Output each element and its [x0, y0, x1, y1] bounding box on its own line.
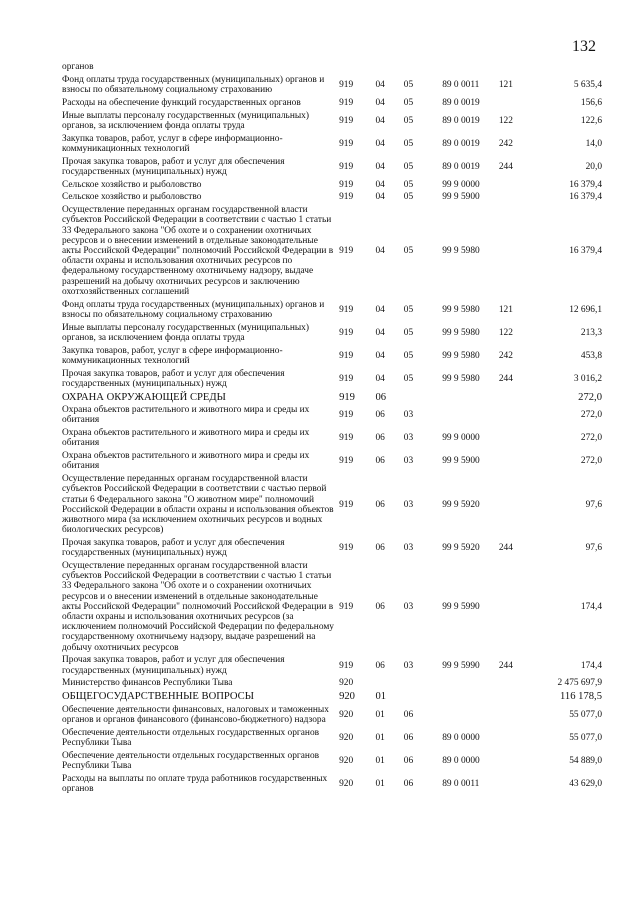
row-admin-code: 919 [339, 327, 354, 338]
table-row [62, 538, 602, 561]
row-section-code: 04 [375, 350, 385, 361]
row-admin-code: 920 [339, 755, 354, 766]
row-amount: 272,0 [580, 433, 602, 444]
row-section-code: 01 [375, 778, 385, 789]
row-target-code [442, 405, 499, 428]
row-subsection-code: 05 [403, 327, 414, 338]
table-row [62, 474, 602, 538]
row-expense-type-code [499, 728, 533, 751]
row-subsection-code: 06 [403, 732, 414, 743]
row-amount: 12 696,1 [569, 304, 602, 315]
row-expense-type-code: 242 [498, 350, 513, 361]
row-amount: 14,0 [585, 138, 602, 149]
row-section-code: 04 [375, 304, 385, 315]
row-subsection-code: 05 [403, 97, 414, 108]
row-admin-code: 919 [339, 161, 354, 172]
row-target-code: 89 0 0000 [442, 732, 480, 743]
row-name: Сельское хозяйство и рыболовство [62, 192, 202, 203]
row-name: Иные выплаты персоналу государственных (муниципальных) органов, за исключением фонда оплаты труда [62, 110, 309, 131]
row-amount: 2 475 697,9 [557, 678, 602, 689]
row-target-code [442, 62, 499, 75]
row-name: Обеспечение деятельности отдельных государственных органов Республики Тыва [62, 750, 320, 772]
row-section-code: 04 [375, 79, 385, 90]
page-number: 132 [572, 38, 596, 55]
row-expense-type-code [499, 451, 533, 474]
budget-table [62, 62, 602, 797]
row-admin-code: 919 [339, 543, 354, 554]
row-subsection-code: 03 [403, 410, 414, 421]
row-target-code: 89 0 0019 [442, 115, 480, 126]
row-expense-type-code [499, 180, 533, 193]
row-expense-type-code: 122 [498, 327, 513, 338]
row-subsection-code: 03 [403, 456, 414, 467]
table-row [62, 323, 602, 346]
row-expense-type-code [499, 705, 533, 728]
table-row [62, 655, 602, 678]
row-section-code: 04 [375, 246, 385, 256]
row-target-code: 99 9 5920 [442, 543, 480, 554]
row-target-code: 99 9 5920 [442, 499, 480, 510]
row-name: Охрана объектов растительного и животного мира и среды их обитания [62, 405, 310, 426]
row-section-code: 04 [375, 327, 385, 338]
row-subsection-code: 05 [403, 79, 414, 90]
row-expense-type-code: 244 [498, 660, 513, 671]
row-admin-code: 919 [339, 601, 354, 612]
row-target-code [442, 705, 499, 728]
row-expense-type-code: 242 [498, 138, 513, 149]
row-subsection-code: 03 [403, 543, 414, 554]
row-admin-code: 919 [339, 456, 354, 467]
row-amount [533, 62, 602, 75]
row-target-code: 99 9 5980 [442, 350, 480, 361]
table-row [62, 134, 602, 157]
table-row [62, 678, 602, 691]
table-row [62, 691, 602, 705]
table-row [62, 192, 602, 205]
row-amount: 5 635,4 [573, 79, 602, 90]
table-row [62, 405, 602, 428]
row-expense-type-code: 244 [498, 161, 513, 172]
table-row [62, 205, 602, 299]
row-subsection-code: 05 [403, 138, 414, 149]
row-subsection-code: 05 [403, 192, 414, 203]
row-amount: 97,6 [585, 499, 602, 510]
row-subsection-code: 05 [403, 304, 414, 315]
row-amount: 272,0 [578, 391, 602, 403]
row-expense-type-code [499, 751, 533, 774]
row-name: органов [62, 62, 94, 72]
row-amount: 43 629,0 [569, 778, 602, 789]
table-row [62, 392, 602, 406]
row-target-code: 99 9 5980 [442, 373, 480, 384]
row-admin-code: 919 [339, 79, 354, 90]
row-admin-code: 919 [339, 499, 354, 510]
table-row [62, 751, 602, 774]
row-admin-code: 919 [339, 179, 354, 190]
row-subsection-code: 05 [403, 373, 414, 384]
row-subsection-code: 05 [403, 350, 414, 361]
table-row [62, 300, 602, 323]
table-row [62, 369, 602, 392]
row-name: Фонд оплаты труда государственных (муниципальных) органов и взносы по обязательному социальному страхованию [62, 299, 325, 320]
row-amount: 116 178,5 [560, 691, 602, 703]
row-amount: 156,6 [580, 97, 602, 108]
row-subsection-code: 05 [403, 115, 414, 126]
row-admin-code: 919 [339, 433, 354, 444]
row-expense-type-code: 122 [498, 115, 513, 126]
row-target-code: 99 9 5980 [442, 304, 480, 315]
row-admin-code: 919 [339, 410, 354, 421]
table-row [62, 774, 602, 797]
row-section-code: 04 [375, 161, 385, 172]
row-expense-type-code: 121 [498, 304, 513, 315]
row-amount: 97,6 [585, 543, 602, 554]
row-name: Осуществление переданных органам государственной власти субъектов Российской Федерации в соответствии с частью 1 статьи 33 Федерального закона "Об охоте и о сохранении охотничьих ресурсов и о внесении изменений в отдельные законодательные акты Российской Федерации" полномочий Российской Федерации в области охраны и использования охотничьих ресурсов (за исключением полномочий Российской Федерации по федеральному государственному охотничьему надзору, выдаче разрешений на добычу охотничьих ресурсов [62, 561, 334, 653]
row-section-code: 04 [375, 373, 385, 384]
row-target-code: 89 0 0019 [442, 97, 480, 108]
row-target-code: 99 9 5990 [442, 601, 480, 612]
row-name: Министерство финансов Республики Тыва [62, 678, 233, 689]
row-section-code: 06 [375, 456, 385, 467]
row-name: Фонд оплаты труда государственных (муниципальных) органов и взносы по обязательному социальному страхованию [62, 74, 325, 95]
row-name: Осуществление переданных органам государственной власти субъектов Российской Федерации в соответствии с частью первой статьи 6 Федерального закона "О животном мире" полномочий Российской Федерации в области охраны и использования объектов животного мира (за исключением охотничьих ресурсов и водных биологических ресурсов) [62, 474, 334, 536]
row-target-code: 99 9 5990 [442, 660, 480, 671]
row-expense-type-code: 121 [498, 79, 513, 90]
row-section-code: 04 [375, 115, 385, 126]
table-row [62, 346, 602, 369]
row-section-code: 06 [375, 601, 385, 612]
row-subsection-code: 06 [403, 778, 414, 789]
row-section-code: 01 [375, 709, 385, 720]
row-section-code: 06 [375, 410, 385, 421]
row-subsection-code: 06 [403, 709, 414, 720]
row-name: Обеспечение деятельности отдельных государственных органов Республики Тыва [62, 727, 320, 749]
table-row [62, 180, 602, 193]
row-subsection-code: 06 [403, 755, 414, 766]
table-row [62, 728, 602, 751]
row-target-code [442, 691, 499, 705]
row-target-code: 89 0 0011 [442, 778, 480, 789]
table-row [62, 75, 602, 98]
row-target-code: 89 0 0011 [442, 79, 480, 90]
table-row [62, 561, 602, 655]
row-name: Охрана объектов растительного и животного мира и среды их обитания [62, 428, 310, 449]
row-admin-code: 919 [339, 138, 354, 149]
row-target-code: 99 9 0000 [442, 433, 480, 444]
row-expense-type-code [499, 474, 533, 538]
row-subsection-code: 05 [403, 161, 414, 172]
row-section-code: 04 [375, 192, 385, 203]
row-admin-code: 919 [339, 246, 354, 256]
row-subsection-code [404, 678, 442, 691]
table-row [62, 451, 602, 474]
row-amount: 16 379,4 [569, 179, 602, 190]
row-admin-code: 920 [339, 678, 354, 689]
row-target-code: 99 9 5980 [442, 327, 480, 338]
row-target-code: 99 9 5900 [442, 456, 480, 467]
row-target-code: 89 0 0019 [442, 161, 480, 172]
row-name: Расходы на выплаты по оплате труда работников государственных органов [62, 773, 328, 795]
row-subsection-code: 05 [403, 179, 414, 190]
table-row [62, 428, 602, 451]
row-amount: 3 016,2 [573, 373, 602, 384]
row-subsection-code [404, 691, 442, 705]
row-name: Прочая закупка товаров, работ и услуг для обеспечения государственных (муниципальных) нужд [62, 156, 285, 177]
row-name: ОБЩЕГОСУДАРСТВЕННЫЕ ВОПРОСЫ [62, 691, 254, 703]
row-name: Прочая закупка товаров, работ и услуг для обеспечения государственных (муниципальных) нужд [62, 655, 285, 676]
row-amount: 174,4 [580, 601, 602, 612]
row-admin-code: 920 [339, 691, 355, 703]
row-amount: 272,0 [580, 456, 602, 467]
row-admin-code: 919 [339, 373, 354, 384]
row-section-code: 04 [375, 179, 385, 190]
row-name: Прочая закупка товаров, работ и услуг для обеспечения государственных (муниципальных) нужд [62, 538, 285, 559]
row-expense-type-code [499, 561, 533, 655]
row-subsection-code [404, 392, 442, 406]
row-name: Осуществление переданных органам государственной власти субъектов Российской Федерации в соответствии с частью 1 статьи 33 Федерального закона "Об охоте и о сохранении охотничьих ресурсов и о внесении изменений в отдельные законодательные акты Российской Федерации" полномочий Российской Федерации в области охраны и использования охотничьих ресурсов по федеральному государственному охотничьему надзору, выдаче разрешений на добычу охотничьих ресурсов и заключению охотхозяйственных соглашений [62, 205, 334, 297]
row-amount: 16 379,4 [569, 246, 602, 256]
row-name: Сельское хозяйство и рыболовство [62, 179, 202, 190]
row-amount: 16 379,4 [569, 192, 602, 203]
row-expense-type-code [499, 205, 533, 299]
row-section-code: 04 [375, 138, 385, 149]
row-expense-type-code [499, 428, 533, 451]
row-expense-type-code [499, 774, 533, 797]
row-name: Расходы на обеспечение функций государственных органов [62, 97, 301, 108]
row-subsection-code [404, 62, 442, 75]
row-target-code: 99 9 5900 [442, 192, 480, 203]
row-expense-type-code: 244 [498, 373, 513, 384]
row-section-code: 06 [375, 433, 385, 444]
row-admin-code [339, 62, 375, 75]
row-target-code [442, 678, 499, 691]
row-amount: 20,0 [585, 161, 602, 172]
row-expense-type-code [499, 192, 533, 205]
row-admin-code: 920 [339, 732, 354, 743]
row-subsection-code: 03 [403, 660, 414, 671]
row-amount: 122,6 [580, 115, 602, 126]
row-subsection-code: 03 [403, 601, 414, 612]
row-expense-type-code [499, 98, 533, 111]
row-expense-type-code [499, 405, 533, 428]
table-row [62, 157, 602, 180]
row-target-code: 89 0 0019 [442, 138, 480, 149]
row-target-code: 99 9 5980 [442, 246, 480, 256]
row-section-code: 01 [375, 755, 385, 766]
row-admin-code: 919 [339, 304, 354, 315]
row-section-code: 06 [375, 391, 387, 403]
row-name: Прочая закупка товаров, работ и услуг для обеспечения государственных (муниципальных) нужд [62, 368, 285, 389]
row-name: Закупка товаров, работ, услуг в сфере информационно-коммуникационных технологий [62, 133, 283, 154]
row-admin-code: 920 [339, 778, 354, 789]
row-admin-code: 920 [339, 709, 354, 720]
table-row [62, 111, 602, 134]
row-name: Закупка товаров, работ, услуг в сфере информационно-коммуникационных технологий [62, 345, 283, 366]
row-amount: 54 889,0 [569, 755, 602, 766]
table-row [62, 705, 602, 728]
row-section-code: 06 [375, 499, 385, 510]
row-name: ОХРАНА ОКРУЖАЮЩЕЙ СРЕДЫ [62, 391, 226, 403]
row-subsection-code: 03 [403, 499, 414, 510]
row-expense-type-code [499, 62, 533, 75]
row-admin-code: 919 [339, 192, 354, 203]
row-subsection-code: 03 [403, 433, 414, 444]
row-section-code: 01 [375, 691, 387, 703]
row-expense-type-code [499, 678, 533, 691]
row-expense-type-code: 244 [498, 543, 513, 554]
table-row [62, 62, 602, 75]
row-target-code: 99 9 0000 [442, 179, 480, 190]
row-amount: 272,0 [580, 410, 602, 421]
row-expense-type-code [499, 691, 533, 705]
row-section-code: 06 [375, 660, 385, 671]
row-amount: 213,3 [580, 327, 602, 338]
row-amount: 55 077,0 [569, 709, 602, 720]
row-name: Иные выплаты персоналу государственных (муниципальных) органов, за исключением фонда оплаты труда [62, 322, 309, 343]
row-admin-code: 919 [339, 97, 354, 108]
row-amount: 55 077,0 [569, 732, 602, 743]
row-section-code [375, 678, 403, 691]
row-section-code: 01 [375, 732, 385, 743]
row-name: Обеспечение деятельности финансовых, налоговых и таможенных органов и органов финансового (финансово-бюджетного) надзора [62, 704, 329, 726]
row-admin-code: 919 [339, 660, 354, 671]
row-section-code: 04 [375, 97, 385, 108]
row-section-code [375, 62, 403, 75]
table-body [62, 62, 602, 797]
row-admin-code: 919 [339, 115, 354, 126]
row-section-code: 06 [375, 543, 385, 554]
row-amount: 453,8 [580, 350, 602, 361]
row-amount: 174,4 [580, 660, 602, 671]
row-admin-code: 919 [339, 350, 354, 361]
table-row [62, 98, 602, 111]
row-subsection-code: 05 [403, 246, 414, 256]
row-admin-code: 919 [339, 391, 355, 403]
row-target-code [442, 392, 499, 406]
row-expense-type-code [499, 392, 533, 406]
row-target-code: 89 0 0000 [442, 755, 480, 766]
row-name: Охрана объектов растительного и животного мира и среды их обитания [62, 451, 310, 472]
